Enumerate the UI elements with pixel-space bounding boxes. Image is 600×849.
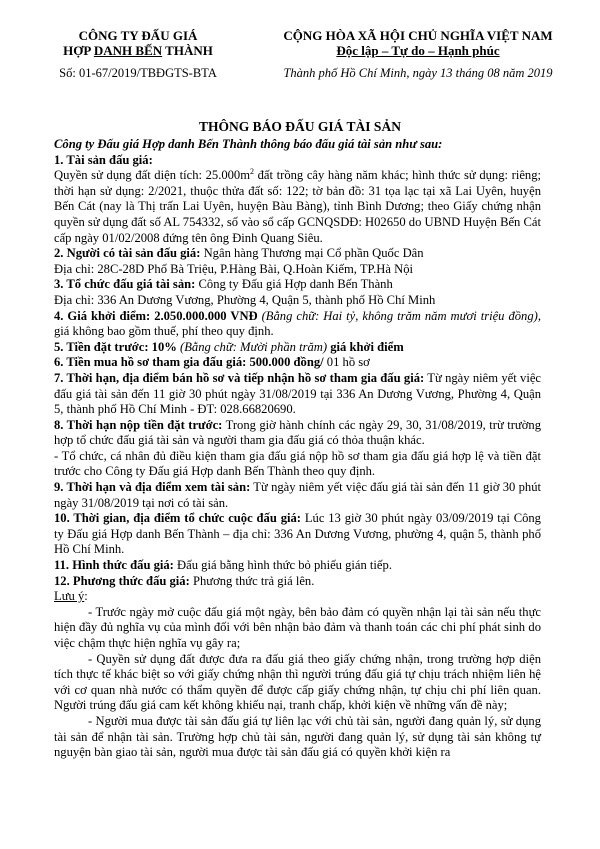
section-2: 2. Người có tài sản đấu giá: Ngân hàng Thương mại Cổ phần Quốc Dân bbox=[54, 246, 424, 261]
motto: Độc lập – Tự do – Hạnh phúc bbox=[336, 43, 500, 58]
note-item-2: - Quyền sử dụng đất được đưa ra đấu giá theo giấy chứng nhận, trong trường hợp diện tích thực tế khác biệt so với giấy chứng nhận thì người trúng đấu giá tự chịu trách nhiệm liên hệ với cơ quan nhà nước có thẩm quyền để được cấp giấy chứng nhận, tự chịu chi phí liên quan. Người trúng đấu giá cam kết không khiếu nại, tranh chấp, khởi kiện về những vấn đề này; bbox=[54, 651, 541, 713]
section-12: 12. Phương thức đấu giá: Phương thức trả giá lên. bbox=[54, 573, 315, 588]
reference-number: Số: 01-67/2019/TBĐGTS-BTA bbox=[59, 66, 217, 80]
section-8-note: - Tổ chức, cá nhân đủ điều kiện tham gia đấu giá nộp hồ sơ tham gia đấu giá hợp lệ và tiền đặt trước cho Công ty Đấu giá Hợp danh Bến Thành theo quy định. bbox=[54, 448, 541, 479]
note-heading: Lưu ý: bbox=[54, 589, 88, 604]
issuer-block bbox=[38, 28, 238, 82]
issuer-name-underlined: DANH BẾN bbox=[93, 43, 163, 58]
intro-line: Công ty Đấu giá Hợp danh Bến Thành thông báo đấu giá tài sản như sau: bbox=[54, 137, 443, 151]
section-4: 4. Giá khởi điểm: 2.050.000.000 VNĐ (Bằng chữ: Hai tỷ, không trăm năm mươi triệu đồng), giá không bao gồm thuế, phí theo quy định. bbox=[54, 308, 541, 339]
section-3: 3. Tổ chức đấu giá tài sản: Công ty Đấu giá Hợp danh Bến Thành bbox=[54, 277, 393, 292]
section-9: 9. Thời hạn và địa điểm xem tài sản: Từ ngày niêm yết việc đấu giá tài sản đến 11 giờ 30 phút ngày 31/08/2019 tại nơi có tài sản. bbox=[54, 480, 541, 510]
section-7: 7. Thời hạn, địa điểm bán hồ sơ và tiếp nhận hồ sơ tham gia đấu giá: Từ ngày niêm yết việc đấu giá tài sản đến 11 giờ 30 phút ngày 31/08/2019 tại 336 An Dương Vương, Phường 4, Quận 5, thành phố Hồ Chí Minh - ĐT: 028.66820690. bbox=[54, 370, 541, 417]
document-body bbox=[54, 137, 541, 761]
section-3-address: Địa chỉ: 336 An Dương Vương, Phường 4, Quận 5, thành phố Hồ Chí Minh bbox=[54, 292, 436, 307]
section-8: 8. Thời hạn nộp tiền đặt trước: Trong giờ hành chính các ngày 29, 30, 31/08/2019, trừ trường hợp tổ chức đấu giá tài sản và người tham gia đấu giá có thỏa thuận khác. bbox=[54, 417, 541, 448]
section-1-heading: 1. Tài sản đấu giá: bbox=[54, 152, 153, 167]
note-item-3: - Người mua được tài sản đấu giá tự liên lạc với chủ tài sản, người đang quản lý, sử dụng tài sản để nhận tài sản. Trường hợp chủ tài sản, người đang quản lý, sử dụng tài sản không tự nguyện bàn giao tài sản, người mua được tài sản đấu giá có quyền khởi kiện ra bbox=[54, 713, 541, 760]
issuer-name-line1: CÔNG TY ĐẤU GIÁ bbox=[78, 28, 198, 43]
place-date: Thành phố Hồ Chí Minh, ngày 13 tháng 08 năm 2019 bbox=[283, 66, 553, 80]
section-1-text: Quyền sử dụng đất diện tích: $25.000m^2$ đất trồng cây hàng năm khác; hình thức sử dụng: riêng; thời hạn sử dụng: 2/2021, thuộc thửa đất số: 122; tờ bản đồ: 31 tọa lạc tại xã Lai Uyên, huyện Bến Cát (nay là Thị trấn Lai Uyên, huyện Bàu Bàng), tỉnh Bình Dương; theo Giấy chứng nhận quyền sử dụng đất số AL 754332, số vào sổ cấp GCNQSDĐ: H02650 do UBND Huyện Bến Cát cấp ngày 01/02/2008 đứng tên ông Đinh Quang Siêu. bbox=[54, 167, 541, 245]
national-heading bbox=[268, 28, 568, 82]
document-title: THÔNG BÁO ĐẤU GIÁ TÀI SẢN bbox=[199, 119, 401, 134]
issuer-name-line2: HỢP DANH BẾN THÀNH bbox=[63, 43, 213, 58]
section-2-address: Địa chỉ: 28C-28D Phố Bà Triệu, P.Hàng Bài, Q.Hoàn Kiếm, TP.Hà Nội bbox=[54, 261, 414, 276]
section-11: 11. Hình thức đấu giá: Đấu giá bằng hình thức bỏ phiếu gián tiếp. bbox=[54, 558, 392, 573]
nation-title: CỘNG HÒA XÃ HỘI CHỦ NGHĨA VIỆT NAM bbox=[283, 28, 553, 43]
section-10: 10. Thời gian, địa điểm tổ chức cuộc đấu giá: Lúc 13 giờ 30 phút ngày 03/09/2019 tại Công ty Đấu giá Hợp danh Bến Thành – địa chỉ: 336 An Dương Vương, phường 4, quận 5, thành phố Hồ Chí Minh. bbox=[54, 511, 541, 557]
section-5: 5. Tiền đặt trước: 10% (Bằng chữ: Mười phần trăm) giá khởi điểm bbox=[54, 339, 404, 354]
section-6: 6. Tiền mua hồ sơ tham gia đấu giá: 500.000 đồng/ 01 hồ sơ bbox=[54, 355, 370, 370]
note-item-1: - Trước ngày mở cuộc đấu giá một ngày, bên bảo đảm có quyền nhận lại tài sản nếu thực hiện đầy đủ nghĩa vụ của mình đối với bên nhận bảo đảm và thanh toán các chi phí phát sinh do việc chậm thực hiện nghĩa vụ gây ra; bbox=[54, 604, 541, 650]
